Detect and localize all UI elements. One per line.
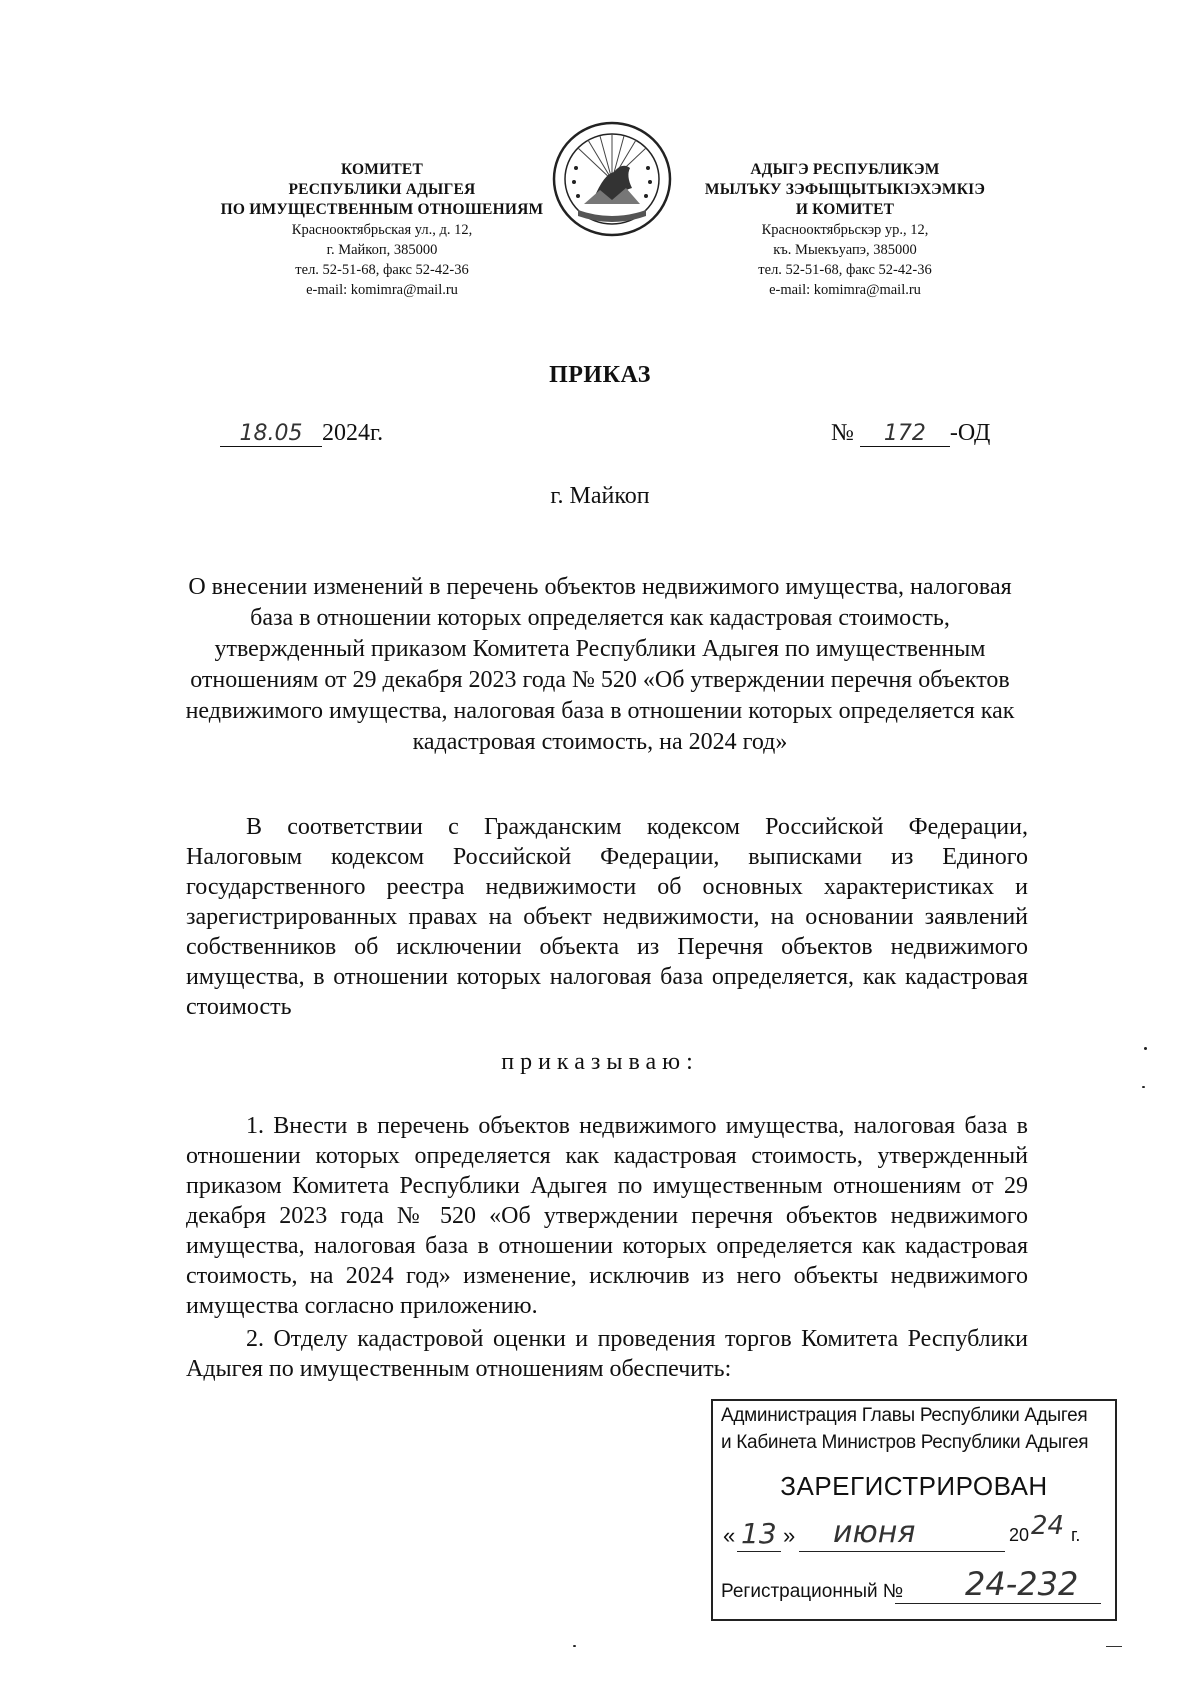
org-phone: тел. 52-51-68, факс 52-42-36 — [758, 262, 932, 278]
org-phone: тел. 52-51-68, факс 52-42-36 — [295, 262, 469, 278]
org-name-line: РЕСПУБЛИКИ АДЫГЕЯ — [288, 181, 476, 198]
org-city: г. Майкоп, 385000 — [326, 242, 438, 258]
org-address: Краснооктябрьская ул., д. 12, — [291, 222, 473, 238]
order-word: приказываю: — [501, 1049, 699, 1075]
stamp-quote-close: » — [783, 1523, 796, 1548]
stamp-date-row — [723, 1511, 1105, 1555]
stamp-month: июня — [833, 1515, 916, 1550]
header-right — [685, 160, 1005, 300]
org-city: къ. Мыекъуапэ, 385000 — [773, 242, 917, 258]
org-address: Краснооктябрьскэр ур., 12, — [761, 222, 929, 238]
document-date — [220, 420, 383, 447]
document-city: г. Майкоп — [550, 483, 650, 509]
preamble-paragraph: В соответствии с Гражданским кодексом Российской Федерации, Налоговым кодексом Российской Федерации, выписками из Единого государственного реестра недвижимости об основных характеристиках и зарегистрированных правах на объект недвижимости, на основании заявлений собственников об исключении объекта из Перечня объектов недвижимого имущества, в отношении которых налоговая база определяется, как кадастровая стоимость — [186, 814, 1028, 1020]
order-item-2: 2. Отделу кадастровой оценки и проведения торгов Комитета Республики Адыгея по имущественным отношениям обеспечить: — [186, 1326, 1028, 1382]
stamp-year-prefix: 20 — [1009, 1525, 1030, 1545]
date-suffix: 2024г. — [322, 420, 384, 446]
stamp-authority-line: и Кабинета Министров Республики Адыгея — [721, 1432, 1089, 1453]
header-left — [212, 160, 552, 300]
document-number — [831, 420, 990, 447]
coat-of-arms-icon — [548, 118, 676, 240]
stamp-quote-open: « — [723, 1523, 736, 1548]
stamp-reg-label: Регистрационный № — [721, 1581, 904, 1602]
stamp-year-handwritten: 24 — [1031, 1511, 1065, 1541]
org-name-line: И КОМИТЕТ — [795, 201, 895, 218]
document-subject: О внесении изменений в перечень объектов недвижимого имущества, налоговая база в отношении которых определяется как кадастровая стоимость, утвержденный приказом Комитета Республики Адыгея по имущественным отношениям от 29 декабря 2023 года № 520 «Об утверждении перечня объектов недвижимого имущества, налоговая база в отношении которых определяется как кадастровая стоимость, на 2024 год» — [185, 574, 1015, 755]
stamp-reg-number: 24-232 — [965, 1565, 1079, 1603]
number-suffix: -ОД — [949, 420, 991, 446]
stamp-day: 13 — [741, 1517, 777, 1550]
order-item-1: 1. Внести в перечень объектов недвижимого имущества, налоговая база в отношении которых определяется как кадастровая стоимость, утвержденный приказом Комитета Республики Адыгея по имущественным отношениям от 29 декабря 2023 года № 520 «Об утверждении перечня объектов недвижимого имущества, налоговая база в отношении которых определяется как кадастровая стоимость, на 2024 год» изменение, исключив из него объекты недвижимого имущества согласно приложению. — [186, 1113, 1028, 1319]
number-handwritten: 172 — [860, 421, 950, 447]
registration-stamp — [711, 1399, 1117, 1621]
org-name-line: ПО ИМУЩЕСТВЕННЫМ ОТНОШЕНИЯМ — [220, 201, 544, 218]
org-name-line: МЫЛЪКУ ЗЭФЫЩЫТЫКIЭХЭМКIЭ — [704, 181, 986, 198]
org-name-line: КОМИТЕТ — [340, 161, 423, 178]
org-email: e-mail: komimra@mail.ru — [306, 282, 458, 298]
stamp-registered-label: ЗАРЕГИСТРИРОВАН — [780, 1471, 1048, 1501]
document-title: ПРИКАЗ — [549, 362, 651, 388]
org-email: e-mail: komimra@mail.ru — [769, 282, 921, 298]
number-prefix: № — [831, 420, 854, 446]
stamp-authority-line: Администрация Главы Республики Адыгея — [721, 1405, 1088, 1426]
stamp-regnum-row — [721, 1565, 1105, 1607]
org-name-line: АДЫГЭ РЕСПУБЛИКЭМ — [750, 161, 940, 178]
stamp-year-suffix: г. — [1071, 1525, 1081, 1545]
date-handwritten: 18.05 — [220, 421, 322, 447]
